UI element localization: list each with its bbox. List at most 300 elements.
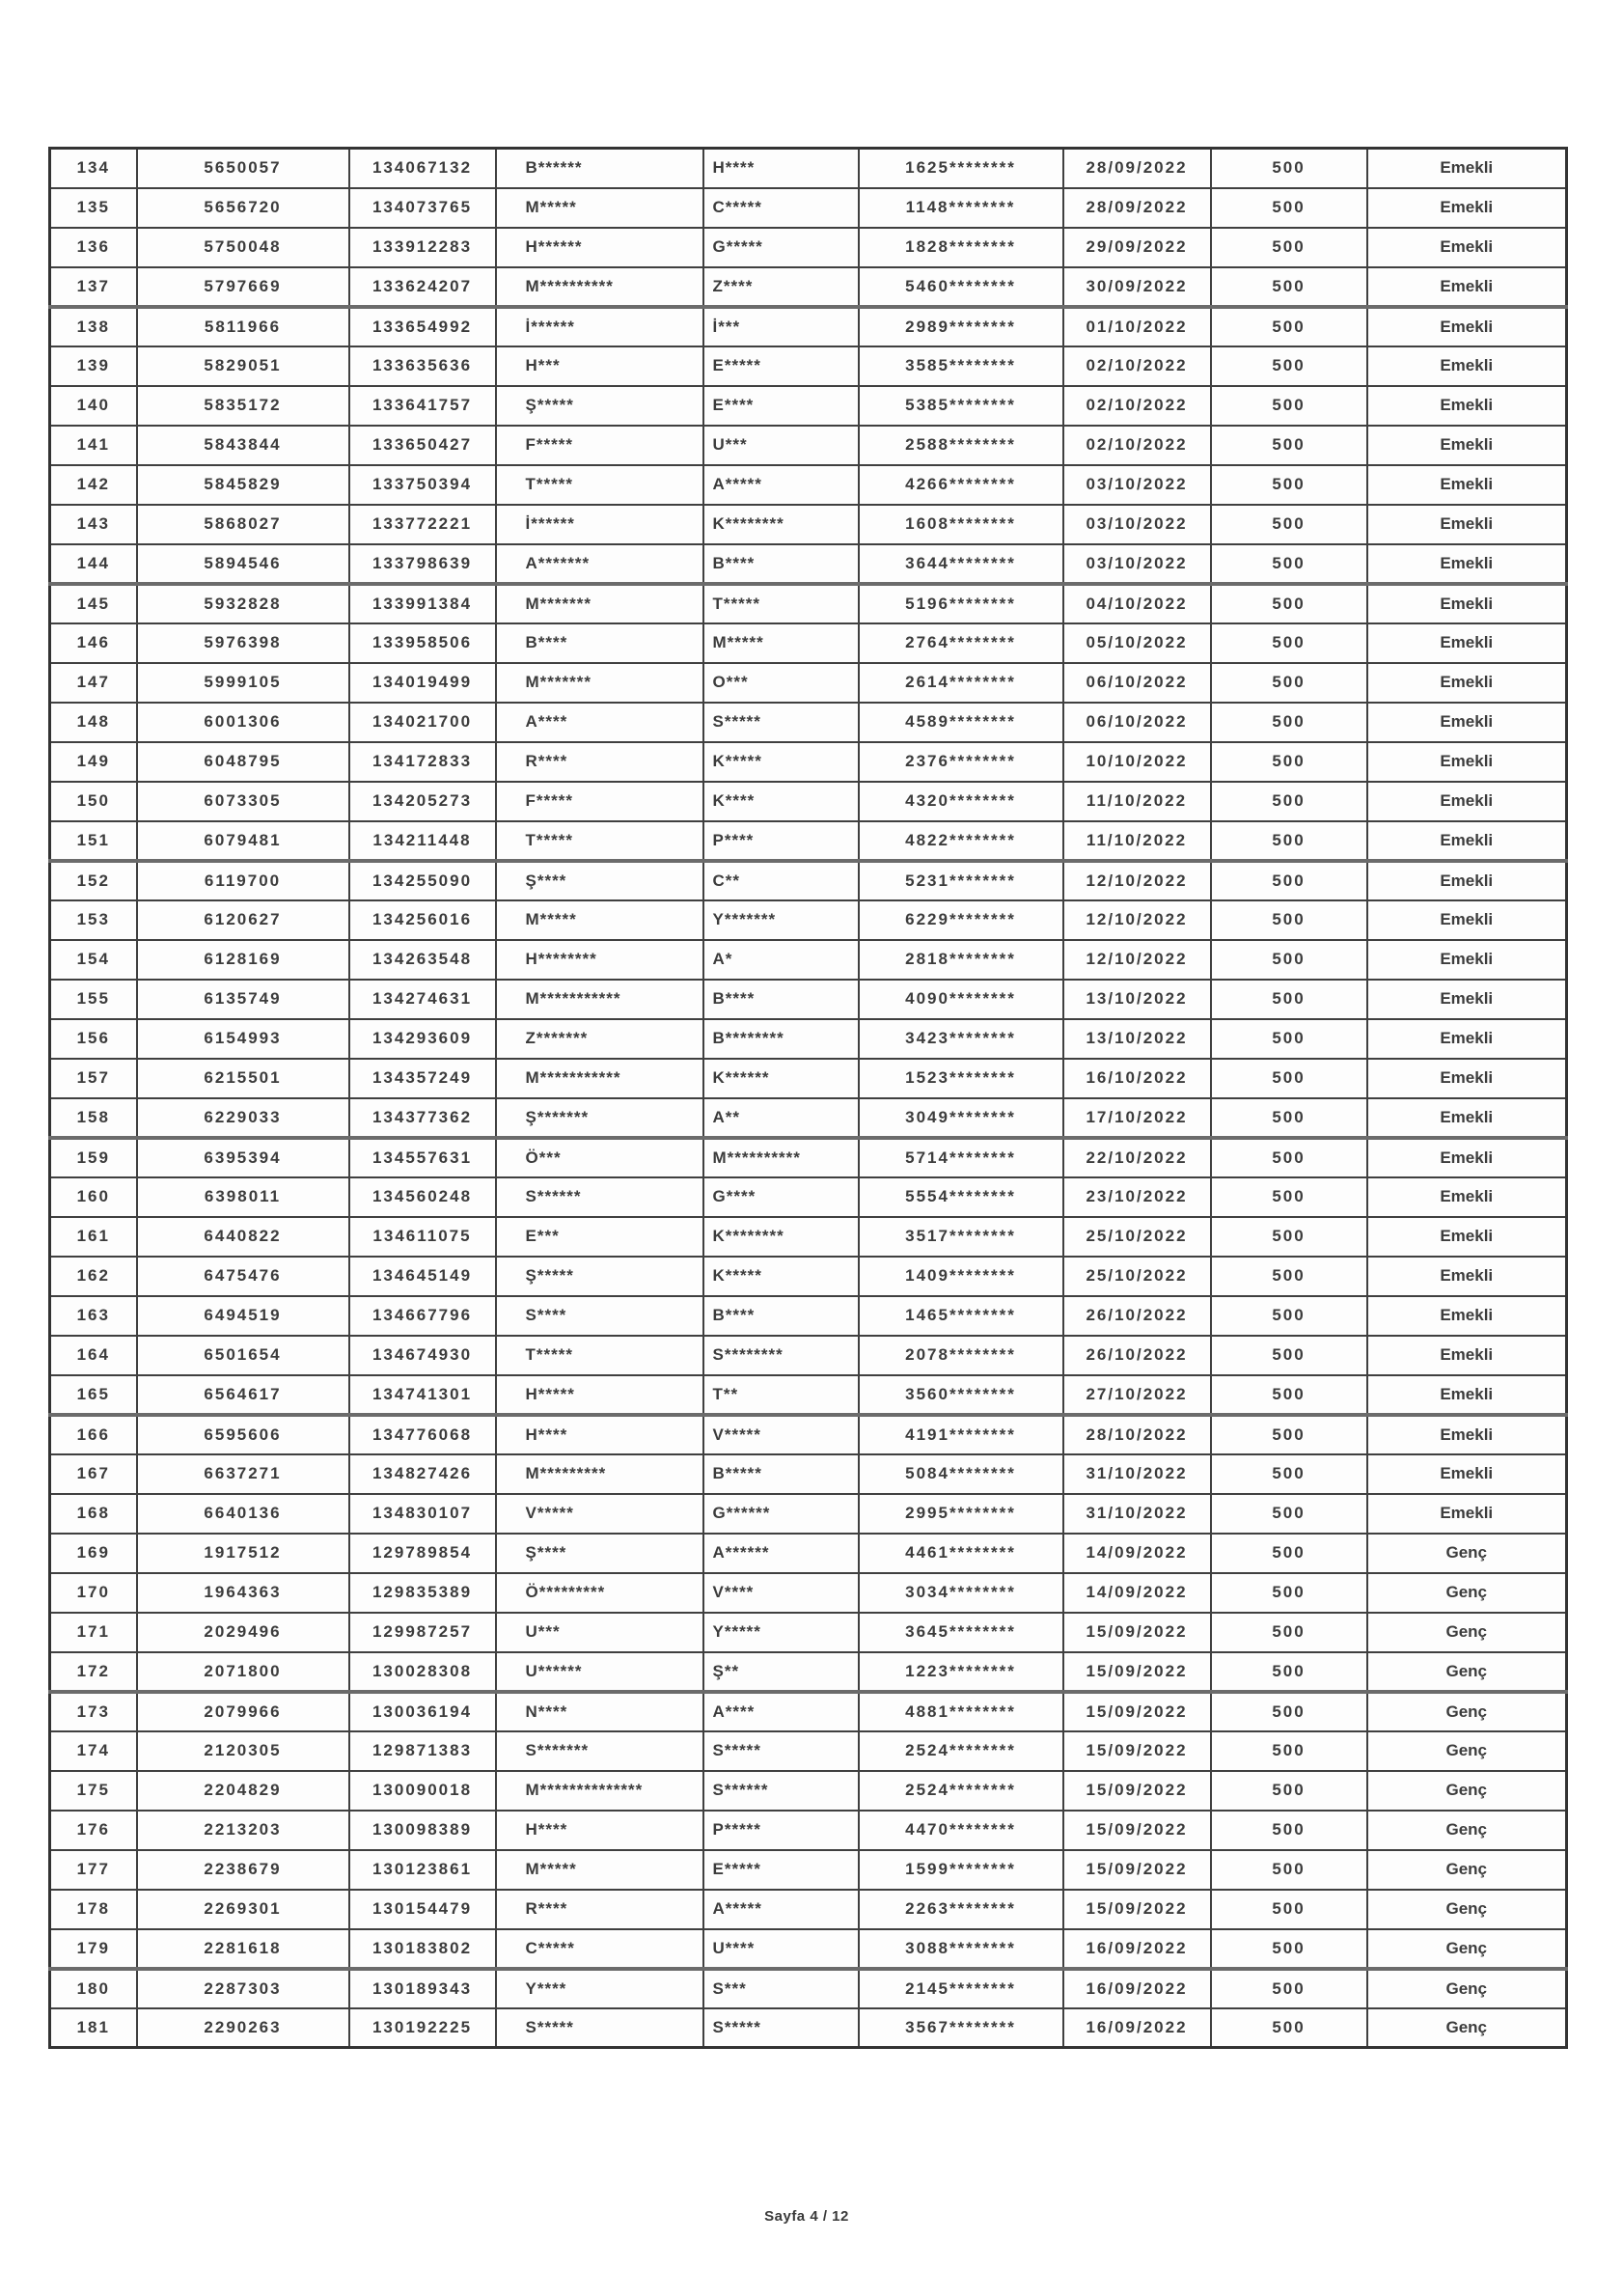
cell-date: 02/10/2022 bbox=[1063, 386, 1211, 426]
cell-sequence-number: 2204829 bbox=[137, 1771, 349, 1811]
cell-id-number-masked: 4461******** bbox=[859, 1534, 1063, 1573]
cell-amount: 500 bbox=[1211, 505, 1367, 544]
table-row bbox=[50, 228, 1567, 267]
cell-sequence-number: 2120305 bbox=[137, 1731, 349, 1771]
cell-surname-masked: S***** bbox=[703, 2008, 859, 2048]
cell-first-name-masked: M******* bbox=[496, 584, 703, 623]
cell-date: 27/10/2022 bbox=[1063, 1375, 1211, 1415]
cell-id-number-masked: 2078******** bbox=[859, 1336, 1063, 1375]
cell-first-name-masked: T***** bbox=[496, 821, 703, 861]
cell-first-name-masked: Ş***** bbox=[496, 1257, 703, 1296]
cell-application-number: 134255090 bbox=[349, 861, 496, 900]
cell-amount: 500 bbox=[1211, 1217, 1367, 1257]
cell-first-name-masked: H***** bbox=[496, 1375, 703, 1415]
cell-date: 03/10/2022 bbox=[1063, 544, 1211, 584]
cell-amount: 500 bbox=[1211, 1098, 1367, 1138]
cell-id-number-masked: 4320******** bbox=[859, 782, 1063, 821]
cell-id-number-masked: 4191******** bbox=[859, 1415, 1063, 1454]
table-row bbox=[50, 465, 1567, 505]
cell-row-number: 181 bbox=[50, 2008, 137, 2048]
cell-row-number: 171 bbox=[50, 1613, 137, 1652]
cell-amount: 500 bbox=[1211, 544, 1367, 584]
cell-surname-masked: B**** bbox=[703, 980, 859, 1019]
cell-surname-masked: A***** bbox=[703, 465, 859, 505]
cell-amount: 500 bbox=[1211, 1375, 1367, 1415]
cell-application-number: 130154479 bbox=[349, 1890, 496, 1929]
cell-category: Genç bbox=[1367, 1850, 1567, 1890]
cell-id-number-masked: 5714******** bbox=[859, 1138, 1063, 1177]
table-row bbox=[50, 782, 1567, 821]
table-row bbox=[50, 1375, 1567, 1415]
cell-category: Emekli bbox=[1367, 1098, 1567, 1138]
cell-row-number: 136 bbox=[50, 228, 137, 267]
cell-category: Genç bbox=[1367, 1692, 1567, 1731]
cell-sequence-number: 5750048 bbox=[137, 228, 349, 267]
cell-first-name-masked: T***** bbox=[496, 465, 703, 505]
cell-surname-masked: B******** bbox=[703, 1019, 859, 1059]
cell-row-number: 138 bbox=[50, 307, 137, 346]
cell-application-number: 134019499 bbox=[349, 663, 496, 703]
cell-date: 11/10/2022 bbox=[1063, 782, 1211, 821]
cell-date: 03/10/2022 bbox=[1063, 465, 1211, 505]
cell-application-number: 134256016 bbox=[349, 900, 496, 940]
cell-id-number-masked: 2989******** bbox=[859, 307, 1063, 346]
cell-first-name-masked: S******* bbox=[496, 1731, 703, 1771]
cell-row-number: 180 bbox=[50, 1969, 137, 2008]
cell-id-number-masked: 4881******** bbox=[859, 1692, 1063, 1731]
cell-id-number-masked: 1599******** bbox=[859, 1850, 1063, 1890]
cell-surname-masked: B**** bbox=[703, 1296, 859, 1336]
cell-surname-masked: V***** bbox=[703, 1415, 859, 1454]
cell-application-number: 134211448 bbox=[349, 821, 496, 861]
table-row bbox=[50, 505, 1567, 544]
cell-id-number-masked: 1223******** bbox=[859, 1652, 1063, 1692]
cell-category: Emekli bbox=[1367, 663, 1567, 703]
cell-first-name-masked: E*** bbox=[496, 1217, 703, 1257]
cell-amount: 500 bbox=[1211, 623, 1367, 663]
cell-sequence-number: 5868027 bbox=[137, 505, 349, 544]
cell-category: Emekli bbox=[1367, 307, 1567, 346]
cell-date: 16/09/2022 bbox=[1063, 2008, 1211, 2048]
cell-category: Emekli bbox=[1367, 188, 1567, 228]
cell-row-number: 139 bbox=[50, 346, 137, 386]
cell-row-number: 147 bbox=[50, 663, 137, 703]
cell-surname-masked: H**** bbox=[703, 149, 859, 188]
cell-date: 30/09/2022 bbox=[1063, 267, 1211, 307]
cell-first-name-masked: H****** bbox=[496, 228, 703, 267]
cell-id-number-masked: 6229******** bbox=[859, 900, 1063, 940]
cell-sequence-number: 6120627 bbox=[137, 900, 349, 940]
cell-id-number-masked: 4822******** bbox=[859, 821, 1063, 861]
cell-application-number: 134776068 bbox=[349, 1415, 496, 1454]
cell-category: Genç bbox=[1367, 1929, 1567, 1969]
cell-first-name-masked: U*** bbox=[496, 1613, 703, 1652]
cell-application-number: 134357249 bbox=[349, 1059, 496, 1098]
cell-date: 26/10/2022 bbox=[1063, 1296, 1211, 1336]
cell-surname-masked: A***** bbox=[703, 1890, 859, 1929]
cell-id-number-masked: 5231******** bbox=[859, 861, 1063, 900]
table-row bbox=[50, 544, 1567, 584]
table-row bbox=[50, 900, 1567, 940]
cell-sequence-number: 6398011 bbox=[137, 1177, 349, 1217]
cell-surname-masked: G****** bbox=[703, 1494, 859, 1534]
cell-date: 06/10/2022 bbox=[1063, 703, 1211, 742]
cell-date: 11/10/2022 bbox=[1063, 821, 1211, 861]
cell-amount: 500 bbox=[1211, 149, 1367, 188]
cell-surname-masked: C***** bbox=[703, 188, 859, 228]
cell-date: 12/10/2022 bbox=[1063, 861, 1211, 900]
cell-surname-masked: A**** bbox=[703, 1692, 859, 1731]
cell-sequence-number: 6501654 bbox=[137, 1336, 349, 1375]
cell-first-name-masked: A**** bbox=[496, 703, 703, 742]
cell-amount: 500 bbox=[1211, 980, 1367, 1019]
cell-application-number: 134667796 bbox=[349, 1296, 496, 1336]
cell-category: Emekli bbox=[1367, 267, 1567, 307]
cell-row-number: 134 bbox=[50, 149, 137, 188]
cell-date: 17/10/2022 bbox=[1063, 1098, 1211, 1138]
table-row bbox=[50, 861, 1567, 900]
cell-row-number: 149 bbox=[50, 742, 137, 782]
cell-id-number-masked: 2818******** bbox=[859, 940, 1063, 980]
cell-surname-masked: M********** bbox=[703, 1138, 859, 1177]
cell-first-name-masked: Ş**** bbox=[496, 1534, 703, 1573]
cell-application-number: 133958506 bbox=[349, 623, 496, 663]
cell-amount: 500 bbox=[1211, 821, 1367, 861]
cell-first-name-masked: H**** bbox=[496, 1811, 703, 1850]
cell-first-name-masked: M***** bbox=[496, 900, 703, 940]
cell-row-number: 178 bbox=[50, 1890, 137, 1929]
cell-date: 28/09/2022 bbox=[1063, 149, 1211, 188]
cell-amount: 500 bbox=[1211, 1929, 1367, 1969]
cell-id-number-masked: 5460******** bbox=[859, 267, 1063, 307]
table-row bbox=[50, 1692, 1567, 1731]
cell-surname-masked: K***** bbox=[703, 1257, 859, 1296]
cell-application-number: 133750394 bbox=[349, 465, 496, 505]
cell-category: Emekli bbox=[1367, 1494, 1567, 1534]
cell-row-number: 141 bbox=[50, 426, 137, 465]
cell-first-name-masked: S***** bbox=[496, 2008, 703, 2048]
cell-first-name-masked: U****** bbox=[496, 1652, 703, 1692]
cell-application-number: 134830107 bbox=[349, 1494, 496, 1534]
cell-date: 16/10/2022 bbox=[1063, 1059, 1211, 1098]
cell-amount: 500 bbox=[1211, 465, 1367, 505]
cell-sequence-number: 6079481 bbox=[137, 821, 349, 861]
cell-first-name-masked: Ş***** bbox=[496, 386, 703, 426]
cell-application-number: 134827426 bbox=[349, 1454, 496, 1494]
table-row bbox=[50, 1850, 1567, 1890]
cell-sequence-number: 5835172 bbox=[137, 386, 349, 426]
cell-surname-masked: A* bbox=[703, 940, 859, 980]
cell-row-number: 152 bbox=[50, 861, 137, 900]
cell-id-number-masked: 3645******** bbox=[859, 1613, 1063, 1652]
cell-row-number: 153 bbox=[50, 900, 137, 940]
cell-id-number-masked: 2524******** bbox=[859, 1731, 1063, 1771]
cell-surname-masked: G***** bbox=[703, 228, 859, 267]
cell-first-name-masked: B**** bbox=[496, 623, 703, 663]
cell-application-number: 134645149 bbox=[349, 1257, 496, 1296]
table-row bbox=[50, 1019, 1567, 1059]
cell-amount: 500 bbox=[1211, 1415, 1367, 1454]
cell-first-name-masked: R**** bbox=[496, 1890, 703, 1929]
cell-date: 15/09/2022 bbox=[1063, 1890, 1211, 1929]
cell-date: 15/09/2022 bbox=[1063, 1731, 1211, 1771]
cell-id-number-masked: 2764******** bbox=[859, 623, 1063, 663]
cell-id-number-masked: 5385******** bbox=[859, 386, 1063, 426]
cell-sequence-number: 2238679 bbox=[137, 1850, 349, 1890]
cell-amount: 500 bbox=[1211, 1969, 1367, 2008]
cell-category: Genç bbox=[1367, 1573, 1567, 1613]
cell-id-number-masked: 5554******** bbox=[859, 1177, 1063, 1217]
table-row bbox=[50, 267, 1567, 307]
cell-category: Genç bbox=[1367, 1652, 1567, 1692]
cell-sequence-number: 6215501 bbox=[137, 1059, 349, 1098]
cell-row-number: 169 bbox=[50, 1534, 137, 1573]
cell-surname-masked: K******** bbox=[703, 1217, 859, 1257]
table-row bbox=[50, 1731, 1567, 1771]
cell-surname-masked: Y******* bbox=[703, 900, 859, 940]
table-row bbox=[50, 1534, 1567, 1573]
table-row bbox=[50, 1613, 1567, 1652]
cell-application-number: 130090018 bbox=[349, 1771, 496, 1811]
cell-first-name-masked: F***** bbox=[496, 426, 703, 465]
cell-category: Emekli bbox=[1367, 1138, 1567, 1177]
cell-first-name-masked: S****** bbox=[496, 1177, 703, 1217]
cell-sequence-number: 6440822 bbox=[137, 1217, 349, 1257]
cell-sequence-number: 5894546 bbox=[137, 544, 349, 584]
cell-sequence-number: 6229033 bbox=[137, 1098, 349, 1138]
table-row bbox=[50, 426, 1567, 465]
cell-first-name-masked: N**** bbox=[496, 1692, 703, 1731]
cell-row-number: 137 bbox=[50, 267, 137, 307]
cell-first-name-masked: Z******* bbox=[496, 1019, 703, 1059]
cell-surname-masked: U*** bbox=[703, 426, 859, 465]
cell-surname-masked: A** bbox=[703, 1098, 859, 1138]
cell-category: Emekli bbox=[1367, 821, 1567, 861]
cell-row-number: 161 bbox=[50, 1217, 137, 1257]
cell-application-number: 133772221 bbox=[349, 505, 496, 544]
cell-id-number-masked: 2524******** bbox=[859, 1771, 1063, 1811]
cell-amount: 500 bbox=[1211, 188, 1367, 228]
table-row bbox=[50, 821, 1567, 861]
cell-surname-masked: C** bbox=[703, 861, 859, 900]
cell-date: 31/10/2022 bbox=[1063, 1494, 1211, 1534]
cell-category: Emekli bbox=[1367, 1296, 1567, 1336]
page-footer: Sayfa 4 / 12 bbox=[764, 2208, 849, 2225]
cell-first-name-masked: Ö*** bbox=[496, 1138, 703, 1177]
cell-date: 16/09/2022 bbox=[1063, 1969, 1211, 2008]
table-row bbox=[50, 1217, 1567, 1257]
cell-sequence-number: 2287303 bbox=[137, 1969, 349, 2008]
cell-surname-masked: Z**** bbox=[703, 267, 859, 307]
cell-category: Emekli bbox=[1367, 1375, 1567, 1415]
cell-id-number-masked: 3560******** bbox=[859, 1375, 1063, 1415]
cell-category: Genç bbox=[1367, 1811, 1567, 1850]
cell-sequence-number: 6640136 bbox=[137, 1494, 349, 1534]
cell-surname-masked: Y***** bbox=[703, 1613, 859, 1652]
cell-amount: 500 bbox=[1211, 584, 1367, 623]
cell-row-number: 170 bbox=[50, 1573, 137, 1613]
cell-amount: 500 bbox=[1211, 1573, 1367, 1613]
cell-category: Emekli bbox=[1367, 149, 1567, 188]
cell-category: Genç bbox=[1367, 1890, 1567, 1929]
cell-row-number: 157 bbox=[50, 1059, 137, 1098]
cell-row-number: 156 bbox=[50, 1019, 137, 1059]
cell-application-number: 133991384 bbox=[349, 584, 496, 623]
cell-id-number-masked: 2376******** bbox=[859, 742, 1063, 782]
table-row bbox=[50, 1177, 1567, 1217]
cell-surname-masked: U**** bbox=[703, 1929, 859, 1969]
table-row bbox=[50, 742, 1567, 782]
table-row bbox=[50, 663, 1567, 703]
cell-row-number: 151 bbox=[50, 821, 137, 861]
cell-category: Genç bbox=[1367, 1771, 1567, 1811]
cell-category: Emekli bbox=[1367, 1177, 1567, 1217]
cell-sequence-number: 6048795 bbox=[137, 742, 349, 782]
cell-row-number: 150 bbox=[50, 782, 137, 821]
cell-sequence-number: 5829051 bbox=[137, 346, 349, 386]
cell-amount: 500 bbox=[1211, 1138, 1367, 1177]
cell-surname-masked: S***** bbox=[703, 1731, 859, 1771]
cell-id-number-masked: 2263******** bbox=[859, 1890, 1063, 1929]
cell-category: Genç bbox=[1367, 2008, 1567, 2048]
cell-sequence-number: 5650057 bbox=[137, 149, 349, 188]
cell-sequence-number: 6001306 bbox=[137, 703, 349, 742]
cell-row-number: 177 bbox=[50, 1850, 137, 1890]
cell-surname-masked: K****** bbox=[703, 1059, 859, 1098]
cell-sequence-number: 2290263 bbox=[137, 2008, 349, 2048]
cell-application-number: 133641757 bbox=[349, 386, 496, 426]
cell-sequence-number: 5797669 bbox=[137, 267, 349, 307]
cell-sequence-number: 5932828 bbox=[137, 584, 349, 623]
cell-row-number: 165 bbox=[50, 1375, 137, 1415]
cell-amount: 500 bbox=[1211, 1771, 1367, 1811]
cell-id-number-masked: 4589******** bbox=[859, 703, 1063, 742]
cell-amount: 500 bbox=[1211, 1454, 1367, 1494]
cell-sequence-number: 2079966 bbox=[137, 1692, 349, 1731]
cell-category: Genç bbox=[1367, 1969, 1567, 2008]
table-row bbox=[50, 1098, 1567, 1138]
cell-application-number: 133798639 bbox=[349, 544, 496, 584]
table-row bbox=[50, 1296, 1567, 1336]
cell-application-number: 134293609 bbox=[349, 1019, 496, 1059]
cell-category: Genç bbox=[1367, 1534, 1567, 1573]
cell-surname-masked: K**** bbox=[703, 782, 859, 821]
cell-row-number: 142 bbox=[50, 465, 137, 505]
cell-row-number: 144 bbox=[50, 544, 137, 584]
cell-date: 03/10/2022 bbox=[1063, 505, 1211, 544]
cell-sequence-number: 2071800 bbox=[137, 1652, 349, 1692]
cell-sequence-number: 5999105 bbox=[137, 663, 349, 703]
cell-category: Emekli bbox=[1367, 1415, 1567, 1454]
cell-first-name-masked: M***** bbox=[496, 188, 703, 228]
cell-category: Emekli bbox=[1367, 584, 1567, 623]
cell-application-number: 129987257 bbox=[349, 1613, 496, 1652]
cell-first-name-masked: R**** bbox=[496, 742, 703, 782]
cell-amount: 500 bbox=[1211, 386, 1367, 426]
cell-application-number: 134377362 bbox=[349, 1098, 496, 1138]
table-row bbox=[50, 1336, 1567, 1375]
cell-application-number: 134263548 bbox=[349, 940, 496, 980]
cell-row-number: 159 bbox=[50, 1138, 137, 1177]
cell-id-number-masked: 4266******** bbox=[859, 465, 1063, 505]
cell-first-name-masked: Y**** bbox=[496, 1969, 703, 2008]
cell-category: Genç bbox=[1367, 1613, 1567, 1652]
cell-category: Emekli bbox=[1367, 861, 1567, 900]
cell-row-number: 173 bbox=[50, 1692, 137, 1731]
cell-row-number: 158 bbox=[50, 1098, 137, 1138]
cell-amount: 500 bbox=[1211, 346, 1367, 386]
cell-first-name-masked: Ş******* bbox=[496, 1098, 703, 1138]
cell-application-number: 133624207 bbox=[349, 267, 496, 307]
cell-id-number-masked: 1625******** bbox=[859, 149, 1063, 188]
cell-surname-masked: İ*** bbox=[703, 307, 859, 346]
cell-sequence-number: 6128169 bbox=[137, 940, 349, 980]
cell-amount: 500 bbox=[1211, 900, 1367, 940]
cell-date: 28/09/2022 bbox=[1063, 188, 1211, 228]
cell-surname-masked: O*** bbox=[703, 663, 859, 703]
cell-category: Emekli bbox=[1367, 980, 1567, 1019]
cell-sequence-number: 6135749 bbox=[137, 980, 349, 1019]
cell-surname-masked: E***** bbox=[703, 346, 859, 386]
cell-date: 15/09/2022 bbox=[1063, 1652, 1211, 1692]
cell-application-number: 134674930 bbox=[349, 1336, 496, 1375]
cell-date: 28/10/2022 bbox=[1063, 1415, 1211, 1454]
cell-surname-masked: P***** bbox=[703, 1811, 859, 1850]
cell-amount: 500 bbox=[1211, 782, 1367, 821]
cell-row-number: 175 bbox=[50, 1771, 137, 1811]
cell-surname-masked: B***** bbox=[703, 1454, 859, 1494]
cell-amount: 500 bbox=[1211, 426, 1367, 465]
table-row bbox=[50, 188, 1567, 228]
cell-category: Genç bbox=[1367, 1731, 1567, 1771]
cell-first-name-masked: C***** bbox=[496, 1929, 703, 1969]
cell-date: 15/09/2022 bbox=[1063, 1771, 1211, 1811]
cell-date: 12/10/2022 bbox=[1063, 900, 1211, 940]
cell-row-number: 135 bbox=[50, 188, 137, 228]
cell-surname-masked: A****** bbox=[703, 1534, 859, 1573]
cell-category: Emekli bbox=[1367, 1059, 1567, 1098]
cell-first-name-masked: S**** bbox=[496, 1296, 703, 1336]
table-row bbox=[50, 1138, 1567, 1177]
cell-application-number: 134274631 bbox=[349, 980, 496, 1019]
cell-id-number-masked: 1828******** bbox=[859, 228, 1063, 267]
cell-row-number: 168 bbox=[50, 1494, 137, 1534]
cell-application-number: 134611075 bbox=[349, 1217, 496, 1257]
cell-surname-masked: G**** bbox=[703, 1177, 859, 1217]
cell-first-name-masked: T***** bbox=[496, 1336, 703, 1375]
cell-sequence-number: 6119700 bbox=[137, 861, 349, 900]
cell-sequence-number: 5976398 bbox=[137, 623, 349, 663]
cell-id-number-masked: 2588******** bbox=[859, 426, 1063, 465]
cell-amount: 500 bbox=[1211, 1177, 1367, 1217]
cell-sequence-number: 6073305 bbox=[137, 782, 349, 821]
cell-id-number-masked: 1409******** bbox=[859, 1257, 1063, 1296]
table-row bbox=[50, 980, 1567, 1019]
cell-amount: 500 bbox=[1211, 267, 1367, 307]
table-row bbox=[50, 1652, 1567, 1692]
table-row bbox=[50, 1573, 1567, 1613]
cell-sequence-number: 6395394 bbox=[137, 1138, 349, 1177]
cell-sequence-number: 6637271 bbox=[137, 1454, 349, 1494]
cell-sequence-number: 5843844 bbox=[137, 426, 349, 465]
cell-category: Emekli bbox=[1367, 900, 1567, 940]
cell-date: 16/09/2022 bbox=[1063, 1929, 1211, 1969]
cell-category: Emekli bbox=[1367, 742, 1567, 782]
cell-surname-masked: E**** bbox=[703, 386, 859, 426]
cell-row-number: 167 bbox=[50, 1454, 137, 1494]
cell-amount: 500 bbox=[1211, 1336, 1367, 1375]
table-row bbox=[50, 584, 1567, 623]
